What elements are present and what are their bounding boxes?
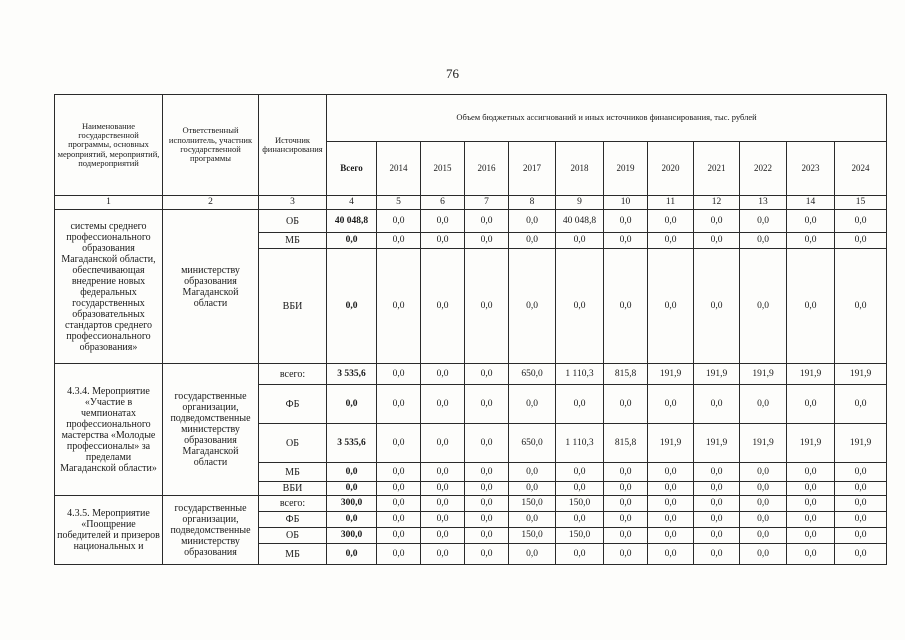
value-total-cell: 300,0	[327, 496, 377, 512]
value-cell: 650,0	[509, 364, 556, 385]
value-cell: 0,0	[377, 512, 421, 528]
value-cell: 0,0	[604, 528, 648, 544]
value-cell: 0,0	[835, 496, 887, 512]
funding-source-cell: ОБ	[259, 210, 327, 233]
value-cell: 650,0	[509, 424, 556, 463]
value-cell: 0,0	[465, 482, 509, 496]
value-cell: 0,0	[509, 385, 556, 424]
value-cell: 0,0	[377, 424, 421, 463]
header-year: 2021	[694, 142, 740, 196]
value-cell: 150,0	[509, 496, 556, 512]
value-cell: 191,9	[835, 364, 887, 385]
value-cell: 0,0	[694, 210, 740, 233]
value-cell: 0,0	[694, 482, 740, 496]
value-cell: 0,0	[556, 544, 604, 565]
value-total-cell: 40 048,8	[327, 210, 377, 233]
value-cell: 0,0	[509, 463, 556, 482]
value-cell: 0,0	[694, 544, 740, 565]
value-cell: 0,0	[835, 249, 887, 364]
funding-source-cell: ВБИ	[259, 482, 327, 496]
value-cell: 191,9	[648, 364, 694, 385]
table-row	[55, 496, 887, 512]
header-year: 2016	[465, 142, 509, 196]
column-number: 2	[163, 196, 259, 210]
value-cell: 40 048,8	[556, 210, 604, 233]
value-cell: 150,0	[556, 496, 604, 512]
value-cell: 0,0	[648, 544, 694, 565]
header-year: 2020	[648, 142, 694, 196]
value-cell: 0,0	[648, 496, 694, 512]
value-cell: 0,0	[377, 364, 421, 385]
value-cell: 0,0	[604, 544, 648, 565]
column-number: 14	[787, 196, 835, 210]
value-cell: 0,0	[740, 482, 787, 496]
value-cell: 0,0	[648, 233, 694, 249]
value-cell: 191,9	[787, 364, 835, 385]
column-number-row	[55, 196, 887, 210]
value-cell: 0,0	[509, 512, 556, 528]
value-cell: 0,0	[648, 482, 694, 496]
value-cell: 0,0	[421, 544, 465, 565]
value-cell: 0,0	[835, 528, 887, 544]
value-cell: 0,0	[694, 385, 740, 424]
activity-name-cell: 4.3.4. Мероприятие «Участие в чемпионатах профессионального мастерства «Молодые профессионалы» за пределами Магаданской области»	[55, 364, 163, 496]
column-number: 10	[604, 196, 648, 210]
value-cell: 0,0	[604, 496, 648, 512]
value-cell: 0,0	[694, 512, 740, 528]
value-cell: 0,0	[377, 233, 421, 249]
value-cell: 0,0	[604, 210, 648, 233]
value-cell: 0,0	[421, 424, 465, 463]
value-cell: 0,0	[465, 364, 509, 385]
value-cell: 0,0	[835, 210, 887, 233]
value-cell: 0,0	[556, 463, 604, 482]
responsible-cell: государственные организации, подведомственные министерству образования	[163, 496, 259, 565]
value-total-cell: 3 535,6	[327, 424, 377, 463]
value-cell: 191,9	[740, 364, 787, 385]
header-year: 2022	[740, 142, 787, 196]
column-number: 7	[465, 196, 509, 210]
header-source: Источник финансирования	[259, 95, 327, 196]
value-cell: 0,0	[740, 249, 787, 364]
header-year: 2017	[509, 142, 556, 196]
value-cell: 1 110,3	[556, 364, 604, 385]
value-cell: 0,0	[421, 385, 465, 424]
value-cell: 0,0	[509, 210, 556, 233]
table-row	[55, 210, 887, 233]
value-cell: 191,9	[740, 424, 787, 463]
value-cell: 0,0	[465, 233, 509, 249]
value-cell: 0,0	[465, 496, 509, 512]
value-cell: 191,9	[835, 424, 887, 463]
value-total-cell: 0,0	[327, 463, 377, 482]
column-number: 8	[509, 196, 556, 210]
column-number: 15	[835, 196, 887, 210]
value-cell: 0,0	[787, 249, 835, 364]
header-name: Наименование государственной программы, основных мероприятий, мероприятий, подмероприятий	[55, 95, 163, 196]
value-cell: 0,0	[377, 463, 421, 482]
funding-source-cell: ВБИ	[259, 249, 327, 364]
column-number: 13	[740, 196, 787, 210]
value-cell: 0,0	[694, 233, 740, 249]
value-cell: 191,9	[648, 424, 694, 463]
column-number: 1	[55, 196, 163, 210]
value-cell: 0,0	[465, 424, 509, 463]
value-total-cell: 300,0	[327, 528, 377, 544]
value-cell: 0,0	[648, 249, 694, 364]
value-cell: 0,0	[421, 463, 465, 482]
value-cell: 0,0	[377, 249, 421, 364]
header-volume: Объем бюджетных ассигнований и иных источников финансирования, тыс. рублей	[327, 95, 887, 142]
value-cell: 0,0	[465, 528, 509, 544]
value-cell: 815,8	[604, 424, 648, 463]
value-cell: 0,0	[421, 249, 465, 364]
page-number: 76	[446, 66, 459, 81]
value-total-cell: 0,0	[327, 482, 377, 496]
header-responsible: Ответственный исполнитель, участник государственной программы	[163, 95, 259, 196]
value-cell: 0,0	[787, 512, 835, 528]
value-cell: 0,0	[835, 233, 887, 249]
value-cell: 0,0	[740, 496, 787, 512]
value-cell: 0,0	[465, 249, 509, 364]
value-cell: 0,0	[556, 482, 604, 496]
funding-source-cell: МБ	[259, 463, 327, 482]
header-row-1	[55, 95, 887, 142]
value-cell: 0,0	[465, 385, 509, 424]
value-cell: 0,0	[465, 544, 509, 565]
column-number: 12	[694, 196, 740, 210]
value-cell: 0,0	[421, 364, 465, 385]
funding-source-cell: всего:	[259, 496, 327, 512]
value-cell: 0,0	[787, 210, 835, 233]
value-cell: 0,0	[648, 210, 694, 233]
value-cell: 0,0	[648, 463, 694, 482]
value-cell: 0,0	[509, 249, 556, 364]
value-cell: 0,0	[835, 512, 887, 528]
activity-name-cell: системы среднего профессионального образования Магаданской области, обеспечивающая внедрение новых федеральных государственных образовательных стандартов среднего профессионального образования»	[55, 210, 163, 364]
value-cell: 0,0	[556, 249, 604, 364]
value-total-cell: 0,0	[327, 512, 377, 528]
value-cell: 0,0	[740, 544, 787, 565]
column-number: 6	[421, 196, 465, 210]
value-cell: 0,0	[694, 496, 740, 512]
value-cell: 0,0	[604, 385, 648, 424]
value-cell: 0,0	[421, 528, 465, 544]
value-cell: 0,0	[835, 482, 887, 496]
value-cell: 815,8	[604, 364, 648, 385]
value-cell: 0,0	[694, 463, 740, 482]
value-total-cell: 0,0	[327, 233, 377, 249]
value-cell: 1 110,3	[556, 424, 604, 463]
header-year: 2015	[421, 142, 465, 196]
header-year: 2024	[835, 142, 887, 196]
header-year: 2023	[787, 142, 835, 196]
value-cell: 0,0	[648, 512, 694, 528]
value-total-cell: 3 535,6	[327, 364, 377, 385]
header-year-total: Всего	[327, 142, 377, 196]
value-cell: 0,0	[377, 482, 421, 496]
value-cell: 0,0	[835, 463, 887, 482]
value-cell: 0,0	[421, 210, 465, 233]
funding-source-cell: ОБ	[259, 424, 327, 463]
funding-source-cell: МБ	[259, 544, 327, 565]
value-cell: 0,0	[694, 528, 740, 544]
value-cell: 0,0	[377, 385, 421, 424]
value-cell: 0,0	[604, 233, 648, 249]
budget-table	[54, 94, 887, 565]
table-row	[55, 364, 887, 385]
column-number: 5	[377, 196, 421, 210]
value-total-cell: 0,0	[327, 385, 377, 424]
value-cell: 0,0	[377, 528, 421, 544]
column-number: 11	[648, 196, 694, 210]
value-cell: 0,0	[787, 528, 835, 544]
value-cell: 0,0	[556, 512, 604, 528]
value-cell: 0,0	[465, 463, 509, 482]
value-cell: 0,0	[787, 482, 835, 496]
value-cell: 150,0	[509, 528, 556, 544]
table-body	[55, 95, 887, 565]
value-cell: 0,0	[835, 544, 887, 565]
funding-source-cell: ФБ	[259, 512, 327, 528]
value-cell: 0,0	[377, 210, 421, 233]
value-cell: 0,0	[740, 512, 787, 528]
value-cell: 0,0	[509, 482, 556, 496]
value-cell: 191,9	[694, 364, 740, 385]
value-cell: 0,0	[465, 210, 509, 233]
value-cell: 0,0	[604, 512, 648, 528]
value-cell: 191,9	[694, 424, 740, 463]
value-cell: 0,0	[648, 528, 694, 544]
value-cell: 0,0	[465, 512, 509, 528]
value-cell: 0,0	[787, 496, 835, 512]
value-cell: 0,0	[421, 512, 465, 528]
value-total-cell: 0,0	[327, 544, 377, 565]
value-cell: 0,0	[604, 249, 648, 364]
value-cell: 0,0	[421, 482, 465, 496]
funding-source-cell: МБ	[259, 233, 327, 249]
value-cell: 0,0	[740, 463, 787, 482]
value-cell: 0,0	[787, 544, 835, 565]
funding-source-cell: всего:	[259, 364, 327, 385]
value-cell: 0,0	[377, 496, 421, 512]
value-cell: 0,0	[556, 385, 604, 424]
value-cell: 0,0	[377, 544, 421, 565]
column-number: 4	[327, 196, 377, 210]
value-cell: 0,0	[740, 210, 787, 233]
value-cell: 191,9	[787, 424, 835, 463]
funding-source-cell: ФБ	[259, 385, 327, 424]
value-cell: 0,0	[740, 233, 787, 249]
value-cell: 0,0	[421, 496, 465, 512]
value-cell: 0,0	[787, 385, 835, 424]
value-cell: 0,0	[509, 544, 556, 565]
value-cell: 0,0	[787, 233, 835, 249]
value-cell: 0,0	[787, 463, 835, 482]
value-cell: 0,0	[604, 463, 648, 482]
column-number: 9	[556, 196, 604, 210]
value-cell: 0,0	[694, 249, 740, 364]
column-number: 3	[259, 196, 327, 210]
header-year: 2018	[556, 142, 604, 196]
value-cell: 0,0	[604, 482, 648, 496]
value-cell: 0,0	[835, 385, 887, 424]
value-cell: 0,0	[509, 233, 556, 249]
value-cell: 0,0	[648, 385, 694, 424]
responsible-cell: министерству образования Магаданской области	[163, 210, 259, 364]
value-cell: 0,0	[421, 233, 465, 249]
funding-source-cell: ОБ	[259, 528, 327, 544]
value-cell: 150,0	[556, 528, 604, 544]
value-cell: 0,0	[740, 528, 787, 544]
value-cell: 0,0	[740, 385, 787, 424]
value-total-cell: 0,0	[327, 249, 377, 364]
activity-name-cell: 4.3.5. Мероприятие «Поощрение победителей и призеров национальных и	[55, 496, 163, 565]
header-year: 2019	[604, 142, 648, 196]
value-cell: 0,0	[556, 233, 604, 249]
header-year: 2014	[377, 142, 421, 196]
responsible-cell: государственные организации, подведомственные министерству образования Магаданской области	[163, 364, 259, 496]
